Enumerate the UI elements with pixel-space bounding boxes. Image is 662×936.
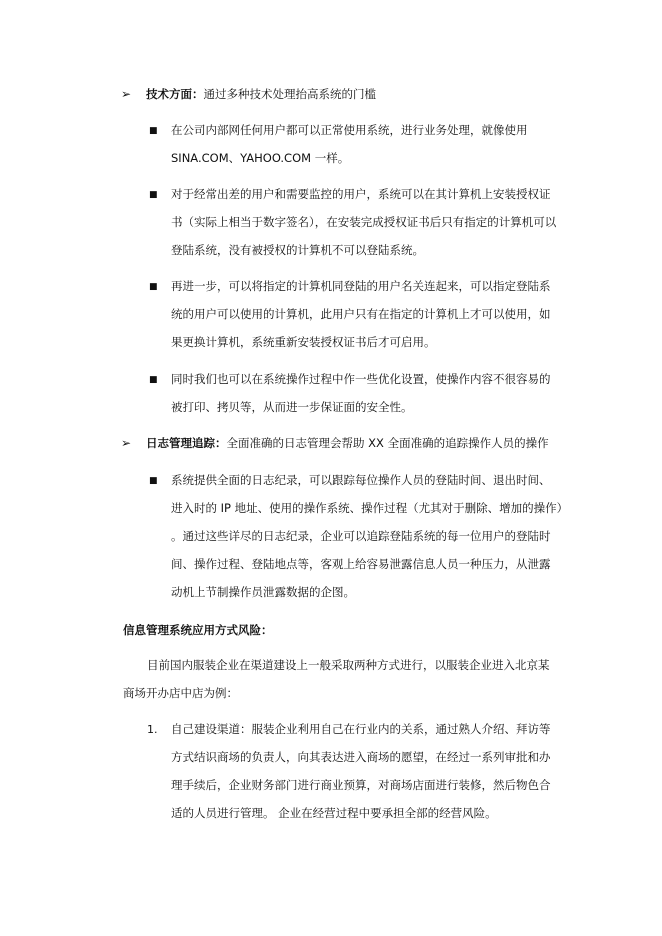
tech-bullet-1-line-2: SINA.COM、YAHOO.COM 一样。: [171, 151, 350, 165]
section-tech-line: [146, 86, 376, 102]
section-tech-heading: 技术方面：: [146, 87, 204, 101]
square-bullet-icon: ■: [149, 190, 158, 200]
tech-bullet-2-line-2: 书（实际上相当于数字签名），在安装完成授权证书后只有指定的计算机可以: [171, 215, 557, 229]
numbered-item-line-2: 方式结识商场的负责人，向其表达进入商场的愿望，在经过一系列审批和办: [171, 750, 551, 764]
log-bullet-1-line-3: 。通过这些详尽的日志纪录，企业可以追踪登陆系统的每一位用户的登陆时: [171, 529, 551, 543]
section-log-line: [146, 435, 549, 451]
tech-bullet-2-line-3: 登陆系统，没有被授权的计算机不可以登陆系统。: [171, 243, 424, 257]
tech-bullet-1-line-1: 在公司内部网任何用户都可以正常使用系统，进行业务处理，就像使用: [171, 123, 528, 137]
tech-bullet-4-line-2: 被打印、拷贝等，从而进一步保证面的安全性。: [171, 400, 413, 414]
numbered-item-line-4: 适的人员进行管理。 企业在经营过程中要承担全部的经营风险。: [171, 806, 497, 820]
arrow-bullet-icon: ➢: [121, 436, 132, 450]
tech-bullet-3-line-2: 统的用户可以使用的计算机，此用户只有在指定的计算机上才可以使用，如: [171, 307, 551, 321]
log-bullet-1-line-2: 进入时的 IP 地址、使用的操作系统、操作过程（尤其对于删除、增加的操作）: [171, 501, 569, 515]
numbered-item-line-1: 自己建设渠道：服装企业利用自己在行业内的关系，通过熟人介绍、拜访等: [171, 722, 551, 736]
square-bullet-icon: ■: [149, 375, 158, 385]
arrow-bullet-icon: ➢: [121, 87, 132, 101]
log-bullet-1-line-5: 动机上节制操作员泄露数据的企图。: [171, 585, 355, 599]
tech-bullet-3-line-1: 再进一步，可以将指定的计算机同登陆的用户名关连起来，可以指定登陆系: [171, 279, 551, 293]
section-log-heading: 日志管理追踪：: [146, 436, 227, 450]
square-bullet-icon: ■: [149, 282, 158, 292]
tech-bullet-2-line-1: 对于经常出差的用户和需要监控的用户，系统可以在其计算机上安装授权证: [171, 187, 551, 201]
log-bullet-1-line-4: 间、操作过程、登陆地点等，客观上给容易泄露信息人员一种压力，从泄露: [171, 557, 551, 571]
square-bullet-icon: ■: [149, 126, 158, 136]
tech-bullet-3-line-3: 果更换计算机，系统重新安装授权证书后才可启用。: [171, 335, 436, 349]
risk-heading: 信息管理系统应用方式风险：: [123, 623, 273, 637]
risk-intro-line-2: 商场开办店中店为例：: [123, 686, 238, 700]
section-tech-text: 通过多种技术处理抬高系统的门槛: [203, 87, 376, 101]
tech-bullet-4-line-1: 同时我们也可以在系统操作过程中作一些优化设置，使操作内容不很容易的: [171, 372, 551, 386]
risk-intro-line-1: 目前国内服装企业在渠道建设上一般采取两种方式进行，以服装企业进入北京某: [147, 658, 550, 672]
section-log-text: 全面准确的日志管理会帮助 XX 全面准确的追踪操作人员的操作: [226, 436, 549, 450]
log-bullet-1-line-1: 系统提供全面的日志纪录，可以跟踪每位操作人员的登陆时间、退出时间、: [171, 473, 551, 487]
numbered-item-line-3: 理手续后，企业财务部门进行商业预算，对商场店面进行装修，然后物色合: [171, 778, 551, 792]
list-number: 1.: [147, 723, 158, 736]
square-bullet-icon: ■: [149, 476, 158, 486]
